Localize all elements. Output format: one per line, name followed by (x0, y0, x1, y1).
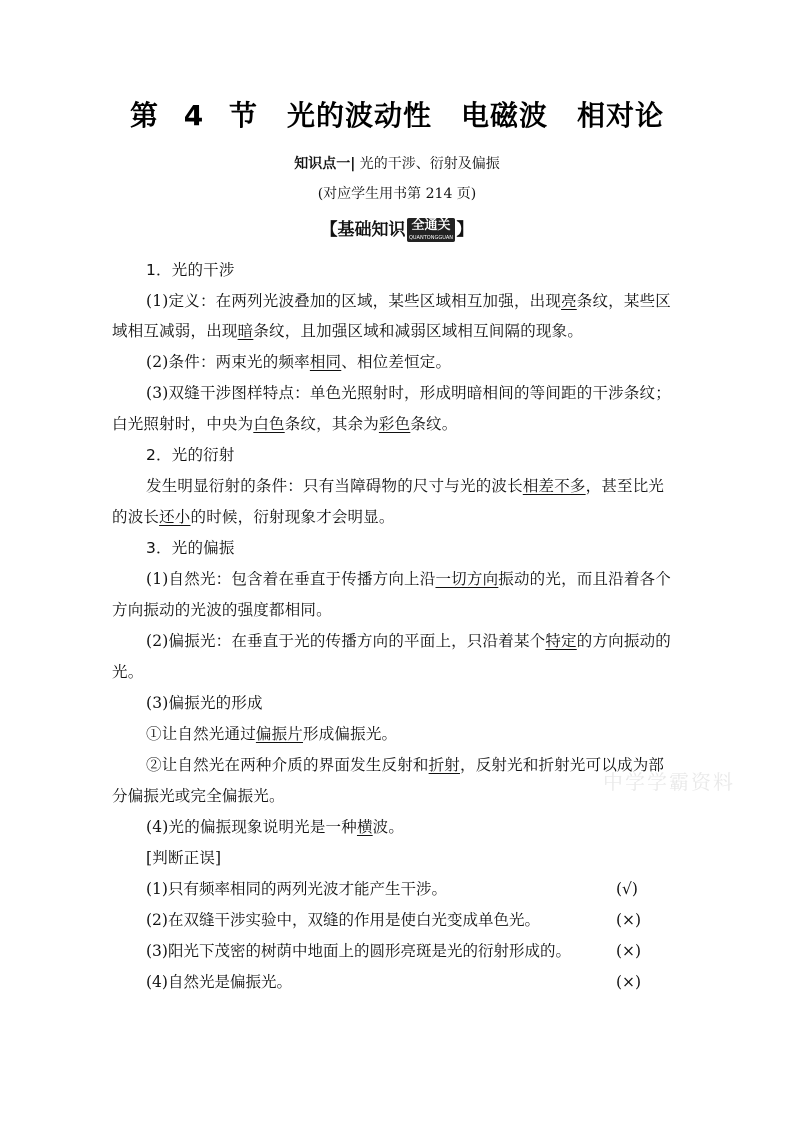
text: ，反射光和折射光可以成为部 (460, 756, 665, 774)
paragraph-line (112, 507, 684, 527)
judge-item-text: (2)在双缝干涉实验中，双缝的作用是使白光变成单色光。 (146, 911, 540, 929)
judge-item-mark: (×) (616, 942, 642, 960)
underlined-term: 亮 (561, 292, 577, 310)
page-title: 第 4 节 光的波动性 电磁波 相对论 (130, 99, 664, 132)
paragraph-line (146, 817, 684, 837)
text: 域相互减弱，出现 (112, 322, 238, 340)
paragraph-line: (3)偏振光的形成 (146, 694, 263, 712)
underlined-term: 相同 (309, 353, 342, 371)
knowledge-point-line (0, 153, 794, 173)
underlined-term: 特定 (545, 632, 577, 650)
judge-item-text: (4)自然光是偏振光。 (146, 973, 292, 991)
judge-item-mark: (×) (616, 973, 642, 991)
judge-heading: [判断正误] (146, 849, 222, 867)
text: (1)定义：在两列光波叠加的区域，某些区域相互加强，出现 (146, 292, 562, 310)
judge-item-mark: (×) (616, 911, 642, 929)
banner-badge-small: QUANTONGGUAN (408, 235, 454, 241)
paragraph-line (146, 291, 684, 311)
text: ①让自然光通过 (146, 725, 256, 743)
heading-polarization: 3．光的偏振 (146, 539, 235, 557)
watermark: 中学学霸资料 (603, 770, 735, 794)
text: 发生明显衍射的条件：只有当障碍物的尺寸与光的波长 (146, 477, 523, 495)
text: 、相位差恒定。 (341, 353, 452, 371)
judge-item-text: (1)只有频率相同的两列光波才能产生干涉。 (146, 880, 447, 898)
section-banner (0, 215, 794, 242)
paragraph-line: 光。 (112, 663, 144, 681)
underlined-term: 还小 (159, 508, 191, 526)
heading-diffraction: 2．光的衍射 (146, 446, 235, 464)
banner-left: 【基础知识 (320, 220, 406, 240)
text: 波。 (372, 818, 405, 836)
paragraph-line (112, 414, 684, 434)
underlined-term: 白色 (253, 415, 285, 433)
paragraph-line (146, 352, 684, 372)
text: 条纹，某些区 (576, 292, 671, 310)
page-reference: (对应学生用书第 214 页) (317, 186, 477, 202)
underlined-term: 暗 (237, 322, 254, 340)
text: ，甚至比光 (585, 477, 665, 495)
text: (2)偏振光：在垂直于光的传播方向的平面上，只沿着某个 (146, 632, 546, 650)
text: (4)光的偏振现象说明光是一种 (146, 818, 357, 836)
judge-item-mark: (√) (616, 880, 638, 898)
underlined-term: 折射 (428, 756, 461, 774)
underlined-term: 彩色 (378, 415, 411, 433)
paragraph-line (146, 569, 684, 589)
underlined-term: 横 (356, 818, 373, 836)
text: 的波长 (112, 508, 160, 526)
banner-badge (407, 218, 454, 242)
paragraph-line: 分偏振光或完全偏振光。 (112, 787, 285, 805)
text: (2)条件：两束光的频率 (146, 353, 310, 371)
paragraph-line (112, 321, 684, 341)
text: 白光照射时，中央为 (112, 415, 254, 433)
knowledge-point-label: 知识点一| (294, 156, 356, 172)
text: 条纹。 (410, 415, 458, 433)
paragraph-line (146, 476, 684, 496)
text: 条纹，其余为 (284, 415, 379, 433)
text: 的方向振动的 (576, 632, 671, 650)
underlined-term: 相差不多 (522, 477, 586, 495)
heading-interference: 1．光的干涉 (146, 261, 235, 279)
paragraph-line: 方向振动的光波的强度都相同。 (112, 601, 332, 619)
text: 形成偏振光。 (303, 725, 398, 743)
text: 的时候，衍射现象才会明显。 (190, 508, 395, 526)
banner-badge-text: 全通关 (411, 218, 451, 233)
text: 条纹，且加强区域和减弱区域相互间隔的现象。 (253, 322, 584, 340)
text: (1)自然光：包含着在垂直于传播方向上沿 (146, 570, 436, 588)
paragraph-line: (3)双缝干涉图样特点：单色光照射时，形成明暗相间的等间距的干涉条纹； (146, 384, 671, 402)
banner-right: 】 (456, 220, 474, 240)
knowledge-point-text: 光的干涉、衍射及偏振 (355, 156, 500, 172)
text: 振动的光，而且沿着各个 (498, 570, 671, 588)
paragraph-line (146, 631, 684, 651)
text: ②让自然光在两种介质的界面发生反射和 (146, 756, 429, 774)
underlined-term: 偏振片 (255, 725, 304, 743)
paragraph-line (146, 724, 684, 744)
underlined-term: 一切方向 (435, 570, 499, 588)
judge-item-text: (3)阳光下茂密的树荫中地面上的圆形亮斑是光的衍射形成的。 (146, 942, 571, 960)
